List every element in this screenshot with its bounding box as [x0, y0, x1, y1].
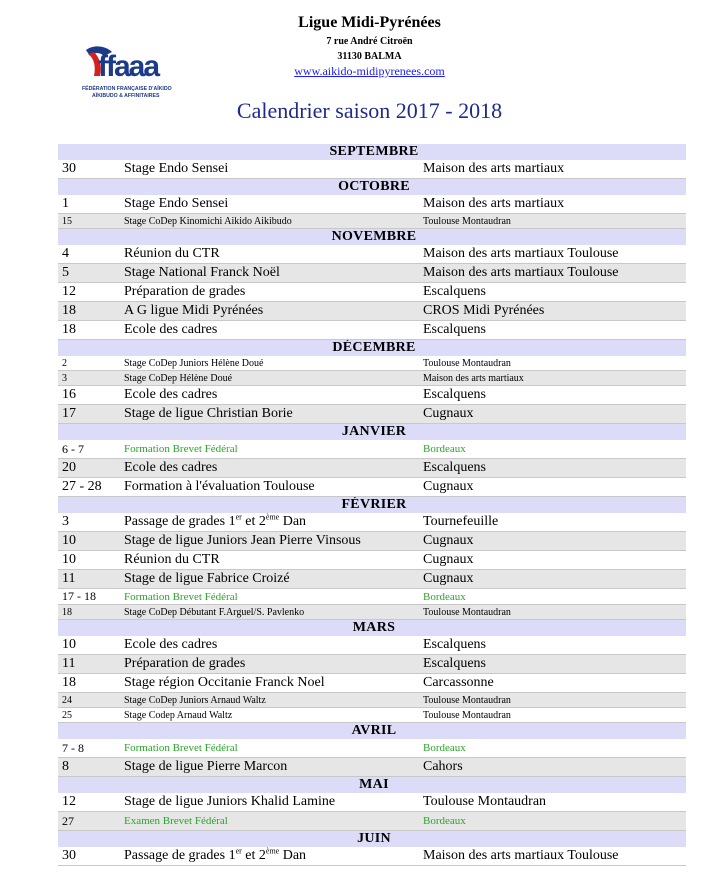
- event-date: 2: [58, 356, 120, 371]
- event-title: A G ligue Midi Pyrénées: [120, 302, 419, 321]
- event-row: [58, 356, 686, 371]
- event-row: [58, 605, 686, 620]
- event-date: 20: [58, 459, 120, 478]
- event-title: Stage région Occitanie Franck Noel: [120, 674, 419, 693]
- month-header-row: [58, 340, 686, 357]
- event-date: 10: [58, 636, 120, 655]
- event-title-part: Dan: [279, 514, 307, 529]
- event-row: [58, 812, 686, 831]
- league-title: Ligue Midi-Pyrénées: [298, 14, 441, 31]
- event-place: Cugnaux: [419, 405, 686, 424]
- event-place: Cugnaux: [419, 551, 686, 570]
- event-place: Cahors: [419, 758, 686, 777]
- event-row: [58, 386, 686, 405]
- event-row: [58, 739, 686, 758]
- event-row: [58, 214, 686, 229]
- event-row: [58, 758, 686, 777]
- event-place: Toulouse Montaudran: [419, 708, 686, 723]
- event-place: Maison des arts martiaux: [419, 195, 686, 214]
- event-title-part: Dan: [279, 848, 307, 863]
- month-name: JANVIER: [58, 424, 686, 441]
- event-title: Stage de ligue Christian Borie: [120, 405, 419, 424]
- month-name: MAI: [58, 777, 686, 794]
- event-title: Stage de ligue Juniors Jean Pierre Vinsous: [120, 532, 419, 551]
- event-title: Stage CoDep Débutant F.Arguel/S. Pavlenko: [120, 605, 419, 620]
- event-place: Maison des arts martiaux: [419, 160, 686, 179]
- event-title: Stage Codep Arnaud Waltz: [120, 708, 419, 723]
- event-date: 16: [58, 386, 120, 405]
- event-date: 17: [58, 405, 120, 424]
- event-row: [58, 532, 686, 551]
- event-row: [58, 693, 686, 708]
- month-header-row: [58, 229, 686, 246]
- event-title: Formation Brevet Fédéral: [120, 589, 419, 605]
- event-title: Réunion du CTR: [120, 245, 419, 264]
- event-date: 10: [58, 532, 120, 551]
- calendar-table: [58, 144, 686, 866]
- month-header-row: [58, 777, 686, 794]
- logo-line2: AÏKIBUDO & AFFINITAIRES: [92, 93, 160, 99]
- event-place: Maison des arts martiaux Toulouse: [419, 245, 686, 264]
- month-name: MARS: [58, 620, 686, 637]
- event-row: [58, 589, 686, 605]
- event-date: 27: [58, 812, 120, 831]
- logo-line1: FÉDÉRATION FRANÇAISE D'AÏKIDO: [82, 86, 172, 92]
- event-place: Cugnaux: [419, 478, 686, 497]
- event-title-part: ème: [265, 513, 280, 522]
- event-place: Bordeaux: [419, 739, 686, 758]
- event-title: Stage de ligue Pierre Marcon: [120, 758, 419, 777]
- event-place: Maison des arts martiaux Toulouse: [419, 847, 686, 866]
- event-row: [58, 478, 686, 497]
- event-title: Formation à l'évaluation Toulouse: [120, 478, 419, 497]
- event-title: Préparation de grades: [120, 283, 419, 302]
- event-row: [58, 551, 686, 570]
- logo-mark: ffaaa: [98, 50, 159, 83]
- month-header-row: [58, 424, 686, 441]
- event-date: 5: [58, 264, 120, 283]
- calendar-title: Calendrier saison 2017 - 2018: [236, 98, 503, 123]
- event-date: 3: [58, 513, 120, 532]
- event-place: Bordeaux: [419, 440, 686, 459]
- event-place: Maison des arts martiaux Toulouse: [419, 264, 686, 283]
- event-row: [58, 245, 686, 264]
- month-name: OCTOBRE: [58, 179, 686, 196]
- event-title: Stage CoDep Juniors Arnaud Waltz: [120, 693, 419, 708]
- event-title: Stage de ligue Fabrice Croizé: [120, 570, 419, 589]
- month-name: NOVEMBRE: [58, 229, 686, 246]
- month-name: DÉCEMBRE: [58, 340, 686, 357]
- event-title: Stage National Franck Noël: [120, 264, 419, 283]
- event-title: Examen Brevet Fédéral: [120, 812, 419, 831]
- event-place: Bordeaux: [419, 589, 686, 605]
- month-header-row: [58, 831, 686, 848]
- event-title: Formation Brevet Fédéral: [120, 739, 419, 758]
- event-title-part: er: [235, 847, 242, 856]
- event-place: Maison des arts martiaux: [419, 371, 686, 386]
- event-place: Escalquens: [419, 321, 686, 340]
- event-place: Escalquens: [419, 386, 686, 405]
- event-date: 18: [58, 605, 120, 620]
- league-city: 31130 BALMA: [337, 51, 402, 62]
- event-date: 10: [58, 551, 120, 570]
- event-row: [58, 793, 686, 812]
- event-row: [58, 674, 686, 693]
- event-place: Tournefeuille: [419, 513, 686, 532]
- event-row: [58, 371, 686, 386]
- event-place: Toulouse Montaudran: [419, 214, 686, 229]
- event-date: 3: [58, 371, 120, 386]
- event-date: 6 - 7: [58, 440, 120, 459]
- event-title: Stage de ligue Juniors Khalid Lamine: [120, 793, 419, 812]
- event-title-part: Passage de grades 1: [124, 848, 236, 863]
- event-row: [58, 160, 686, 179]
- event-date: 4: [58, 245, 120, 264]
- event-title: Ecole des cadres: [120, 636, 419, 655]
- event-title: Stage CoDep Kinomichi Aikido Aikibudo: [120, 214, 419, 229]
- event-title: Formation Brevet Fédéral: [120, 440, 419, 459]
- month-header-row: [58, 179, 686, 196]
- event-title: Préparation de grades: [120, 655, 419, 674]
- event-row: [58, 513, 686, 532]
- event-title: Stage CoDep Juniors Hélène Doué: [120, 356, 419, 371]
- event-date: 30: [58, 160, 120, 179]
- event-row: [58, 636, 686, 655]
- event-title: [120, 847, 419, 866]
- event-title: Ecole des cadres: [120, 459, 419, 478]
- event-date: 18: [58, 674, 120, 693]
- event-title-part: et 2: [241, 514, 266, 529]
- event-place: Toulouse Montaudran: [419, 605, 686, 620]
- event-date: 30: [58, 847, 120, 866]
- event-date: 18: [58, 321, 120, 340]
- event-date: 11: [58, 655, 120, 674]
- event-row: [58, 302, 686, 321]
- event-row: [58, 195, 686, 214]
- event-title: Stage CoDep Hélène Doué: [120, 371, 419, 386]
- event-date: 25: [58, 708, 120, 723]
- event-title-part: ème: [265, 847, 280, 856]
- event-date: 8: [58, 758, 120, 777]
- event-place: Carcassonne: [419, 674, 686, 693]
- month-name: AVRIL: [58, 723, 686, 740]
- month-header-row: [58, 723, 686, 740]
- event-place: Toulouse Montaudran: [419, 356, 686, 371]
- event-title: Réunion du CTR: [120, 551, 419, 570]
- event-date: 11: [58, 570, 120, 589]
- event-date: 15: [58, 214, 120, 229]
- event-row: [58, 847, 686, 866]
- event-title: Ecole des cadres: [120, 386, 419, 405]
- month-name: SEPTEMBRE: [58, 144, 686, 160]
- event-date: 12: [58, 793, 120, 812]
- month-header-row: [58, 620, 686, 637]
- month-name: JUIN: [58, 831, 686, 848]
- league-website-link[interactable]: www.aikido-midipyrenees.com: [294, 64, 445, 78]
- event-row: [58, 264, 686, 283]
- event-title: Stage Endo Sensei: [120, 160, 419, 179]
- event-row: [58, 459, 686, 478]
- month-name: FÉVRIER: [58, 497, 686, 514]
- event-title: Stage Endo Sensei: [120, 195, 419, 214]
- event-row: [58, 708, 686, 723]
- event-place: Toulouse Montaudran: [419, 693, 686, 708]
- event-date: 1: [58, 195, 120, 214]
- event-place: CROS Midi Pyrénées: [419, 302, 686, 321]
- event-row: [58, 655, 686, 674]
- event-row: [58, 570, 686, 589]
- event-title: Ecole des cadres: [120, 321, 419, 340]
- month-header-row: [58, 497, 686, 514]
- event-place: Escalquens: [419, 655, 686, 674]
- event-title-part: et 2: [241, 848, 266, 863]
- event-date: 27 - 28: [58, 478, 120, 497]
- event-title: [120, 513, 419, 532]
- event-date: 7 - 8: [58, 739, 120, 758]
- event-row: [58, 321, 686, 340]
- event-date: 12: [58, 283, 120, 302]
- event-row: [58, 440, 686, 459]
- month-header-row: [58, 144, 686, 160]
- event-title-part: er: [235, 513, 242, 522]
- event-place: Toulouse Montaudran: [419, 793, 686, 812]
- event-place: Escalquens: [419, 283, 686, 302]
- event-row: [58, 283, 686, 302]
- event-date: 24: [58, 693, 120, 708]
- event-date: 18: [58, 302, 120, 321]
- event-place: Escalquens: [419, 459, 686, 478]
- event-place: Cugnaux: [419, 570, 686, 589]
- event-place: Bordeaux: [419, 812, 686, 831]
- event-title-part: Passage de grades 1: [124, 514, 236, 529]
- league-address: 7 rue André Citroën: [326, 36, 413, 47]
- event-place: Escalquens: [419, 636, 686, 655]
- event-place: Cugnaux: [419, 532, 686, 551]
- event-row: [58, 405, 686, 424]
- event-date: 17 - 18: [58, 589, 120, 605]
